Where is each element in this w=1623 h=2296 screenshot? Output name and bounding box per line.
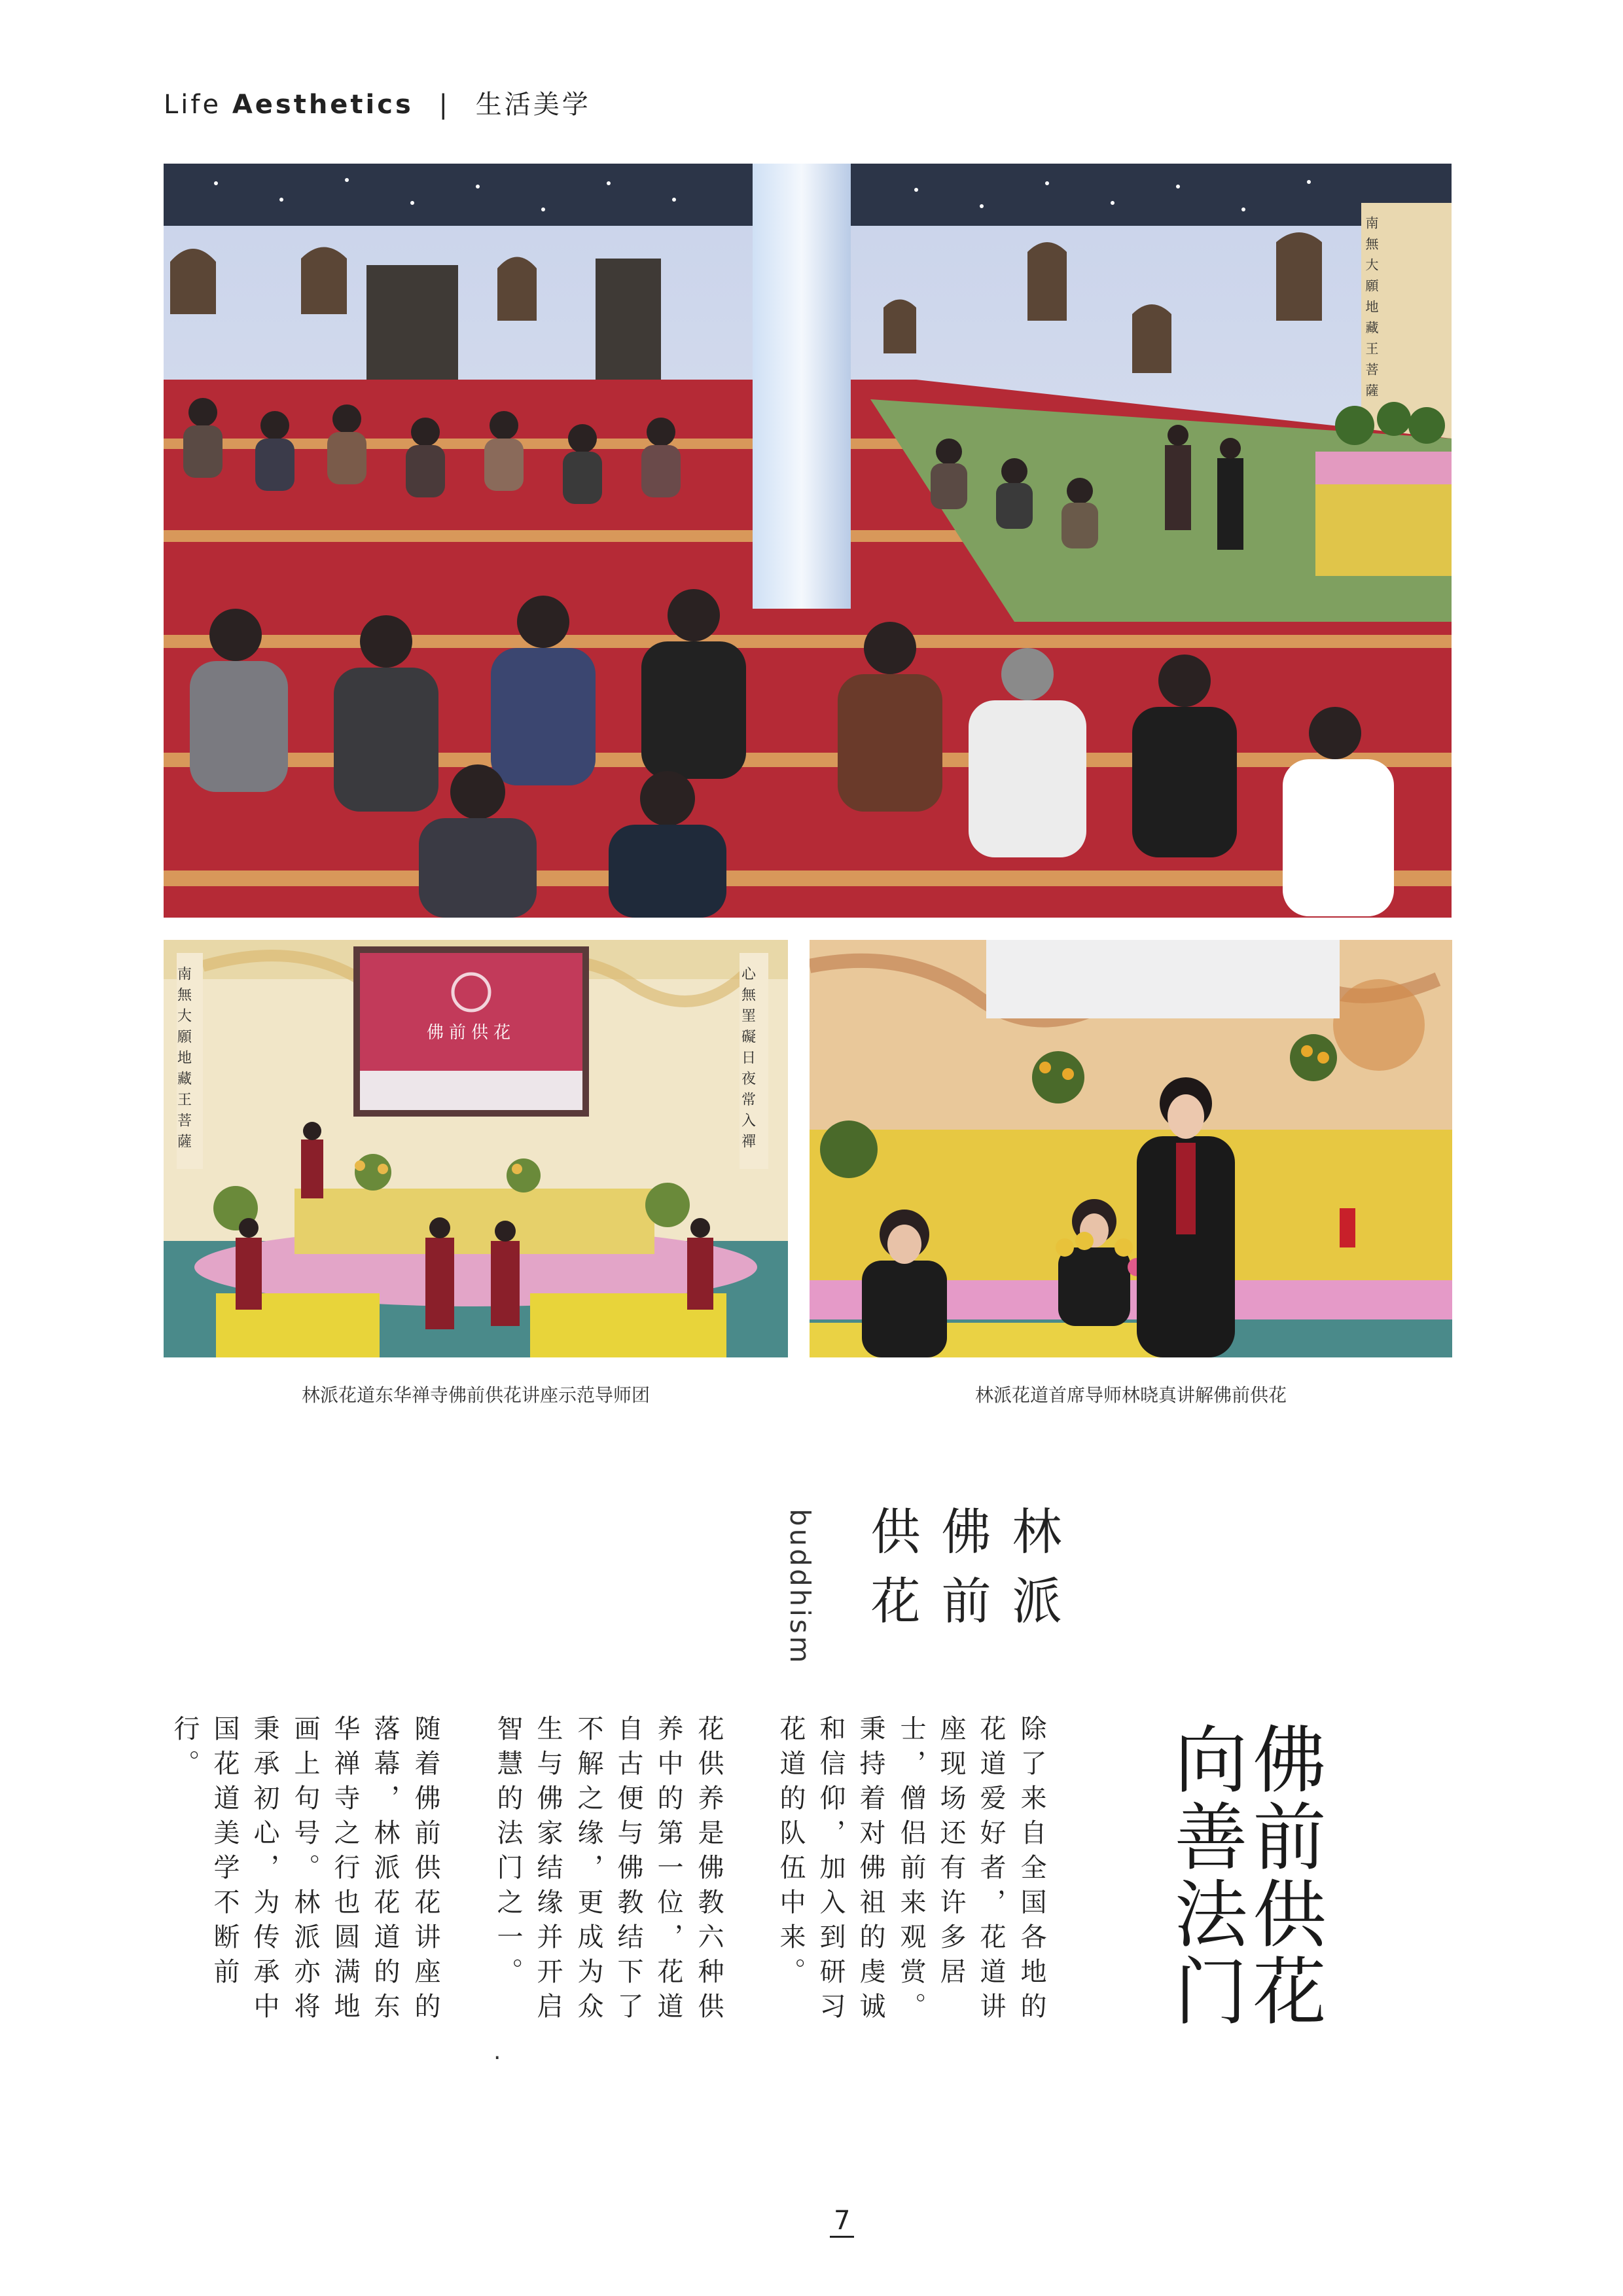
title-small-col3: 供花 — [863, 1505, 921, 1644]
header-separator: | — [438, 90, 450, 120]
running-header — [164, 84, 591, 121]
title-big-col1: 佛前供花 — [1241, 1721, 1326, 2030]
body-column-3: 座现场还有许多居 — [936, 1715, 966, 1992]
left-photo-banner-right: 心無罣礙日夜常入禪 — [739, 966, 756, 1155]
header-life: Life — [164, 90, 222, 120]
caption-left: 林派花道东华禅寺佛前供花讲座示范导师团 — [301, 1384, 650, 1406]
body-column-11: 不解之缘，更成为众 — [573, 1715, 603, 2027]
body-column-20: 行。 — [169, 1715, 200, 1784]
body-column-16: 华禅寺之行也圆满地 — [330, 1715, 360, 2027]
header-chinese: 生活美学 — [475, 90, 591, 120]
body-column-1: 除了来自全国各地的 — [1016, 1715, 1046, 2027]
body-column-14: 随着佛前供花讲座的 — [410, 1715, 440, 2027]
main-photo-wall-text: 南無大願地藏王菩薩 — [1363, 216, 1379, 404]
left-photo-screen-title: 佛前供花 — [426, 1023, 516, 1043]
title-big-col2: 向善法门 — [1162, 1721, 1247, 2030]
body-column-10: 自古便与佛教结下了 — [613, 1715, 643, 2027]
left-photo-banner-left: 南無大願地藏王菩薩 — [175, 966, 192, 1155]
title-small-col1: 林派 — [1004, 1505, 1062, 1644]
main-photo — [164, 164, 1452, 918]
body-column-8: 花供养是佛教六种供 — [694, 1715, 724, 2027]
body-column-9: 养中的第一位，花道 — [653, 1715, 683, 2027]
header-aesthetics: Aesthetics — [232, 90, 414, 120]
page-number: 7 — [830, 2206, 854, 2238]
english-label: buddhism — [784, 1509, 816, 1666]
body-column-4: 士，僧侣前来观赏。 — [896, 1715, 926, 2027]
body-column-7: 花道的队伍中来。 — [776, 1715, 806, 1992]
left-photo — [164, 940, 788, 1357]
main-photo-illustration — [164, 164, 1452, 918]
right-photo-illustration — [810, 940, 1452, 1357]
left-photo-illustration — [164, 940, 788, 1357]
body-column-17: 画上句号。林派亦将 — [290, 1715, 320, 2027]
body-column-6: 和信仰，加入到研习 — [815, 1715, 846, 2027]
title-small-col2: 佛前 — [933, 1505, 991, 1644]
caption-right: 林派花道首席导师林晓真讲解佛前供花 — [974, 1384, 1287, 1406]
right-photo — [810, 940, 1452, 1357]
body-column-13: 智慧的法门之一。 — [493, 1715, 523, 1992]
body-column-2: 花道爱好者，花道讲 — [976, 1715, 1006, 2027]
body-column-5: 秉持着对佛祖的虔诚 — [855, 1715, 885, 2027]
body-column-12: 生与佛家结缘并开启 — [533, 1715, 563, 2027]
body-column-15: 落幕，林派花道的东 — [370, 1715, 400, 2027]
body-column-19: 国花道美学不断前 — [209, 1715, 240, 1992]
stray-dot: · — [493, 2045, 501, 2072]
body-column-18: 秉承初心，为传承中 — [249, 1715, 279, 2027]
